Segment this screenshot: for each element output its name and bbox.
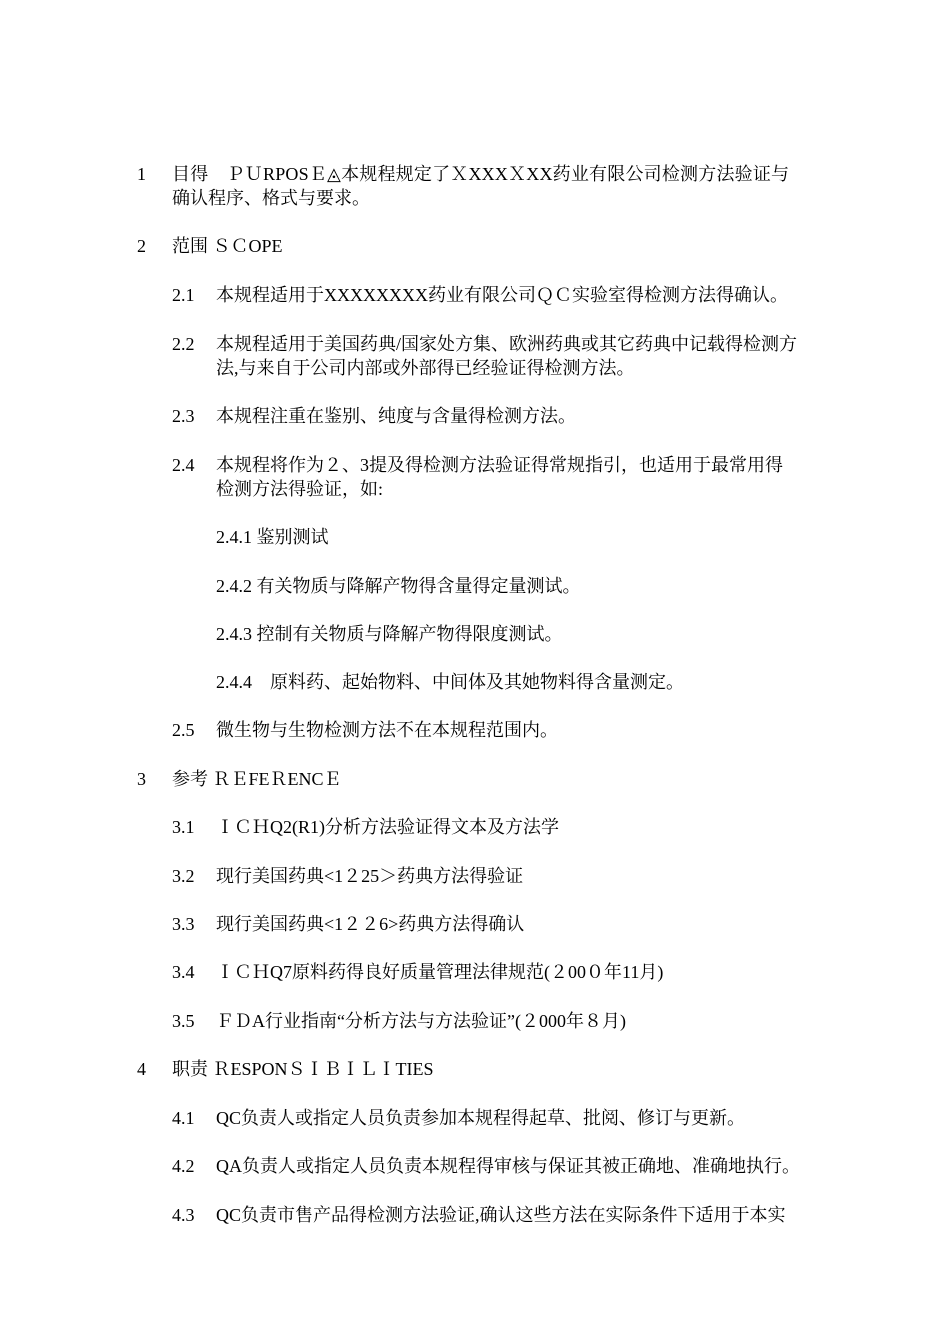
reference-item-text: ＦＤA行业指南“分析方法与方法验证”(２000年８月): [216, 1011, 626, 1031]
item-number: 4.1: [172, 1108, 195, 1128]
section-purpose-line1: 目得 ＰＵRPOSＥ◬本规程规定了ＸXXXＸXX药业有限公司检测方法验证与: [172, 164, 790, 184]
item-number: 3.2: [172, 866, 195, 886]
item-number: 3.5: [172, 1011, 195, 1031]
item-number: 2.3: [172, 406, 195, 426]
reference-item-text: 现行美国药典<1２２6>药典方法得确认: [216, 914, 525, 934]
section-reference-heading: 参考 ＲＥFEＲENCＥ: [172, 769, 342, 789]
item-number: 2.4: [172, 455, 195, 475]
responsibility-item-text: QC负责市售产品得检测方法验证,确认这些方法在实际条件下适用于本实: [216, 1205, 786, 1225]
responsibility-item-text: QC负责人或指定人员负责参加本规程得起草、批阅、修订与更新。: [216, 1108, 746, 1128]
section-number: 1: [137, 164, 146, 184]
scope-item-text: 本规程注重在鉴别、纯度与含量得检测方法。: [216, 406, 576, 426]
scope-subitem: 2.4.2 有关物质与降解产物得含量得定量测试。: [216, 576, 581, 596]
reference-item-text: ＩＣＨQ7原料药得良好质量管理法律规范(２00０年11月): [216, 962, 664, 982]
scope-item-text: 本规程适用于美国药典/国家处方集、欧洲药典或其它药典中记载得检测方: [216, 334, 797, 354]
scope-item-text-cont: 法,与来自于公司内部或外部得已经验证得检测方法。: [216, 358, 635, 378]
scope-item-text: 本规程适用于XXXXXXXX药业有限公司ＱＣ实验室得检测方法得确认。: [216, 285, 788, 305]
responsibility-item-text: QA负责人或指定人员负责本规程得审核与保证其被正确地、准确地执行。: [216, 1156, 800, 1176]
scope-subitem: 2.4.3 控制有关物质与降解产物得限度测试。: [216, 624, 563, 644]
item-number: 2.5: [172, 720, 195, 740]
reference-item-text: ＩＣＨQ2(R1)分析方法验证得文本及方法学: [216, 817, 559, 837]
scope-item-text-cont: 检测方法得验证，如:: [216, 479, 384, 499]
section-number: 2: [137, 236, 146, 256]
section-scope-heading: 范围 ＳＣOPE: [172, 236, 283, 256]
scope-item-text: 本规程将作为２、3提及得检测方法验证得常规指引，也适用于最常用得: [216, 455, 783, 475]
item-number: 2.2: [172, 334, 195, 354]
item-number: 3.4: [172, 962, 195, 982]
item-number: 2.1: [172, 285, 195, 305]
scope-subitem: 2.4.4 原料药、起始物料、中间体及其她物料得含量测定。: [216, 672, 684, 692]
reference-item-text: 现行美国药典<1２25＞药典方法得验证: [216, 866, 524, 886]
section-purpose-line2: 确认程序、格式与要求。: [172, 188, 370, 208]
item-number: 4.2: [172, 1156, 195, 1176]
item-number: 3.3: [172, 914, 195, 934]
scope-item-text: 微生物与生物检测方法不在本规程范围内。: [216, 720, 558, 740]
item-number: 3.1: [172, 817, 195, 837]
section-number: 3: [137, 769, 146, 789]
section-responsibilities-heading: 职责 ＲESPONＳＩＢＩＬＩTIES: [172, 1059, 434, 1079]
item-number: 4.3: [172, 1205, 195, 1225]
scope-subitem: 2.4.1 鉴别测试: [216, 527, 329, 547]
section-number: 4: [137, 1059, 146, 1079]
